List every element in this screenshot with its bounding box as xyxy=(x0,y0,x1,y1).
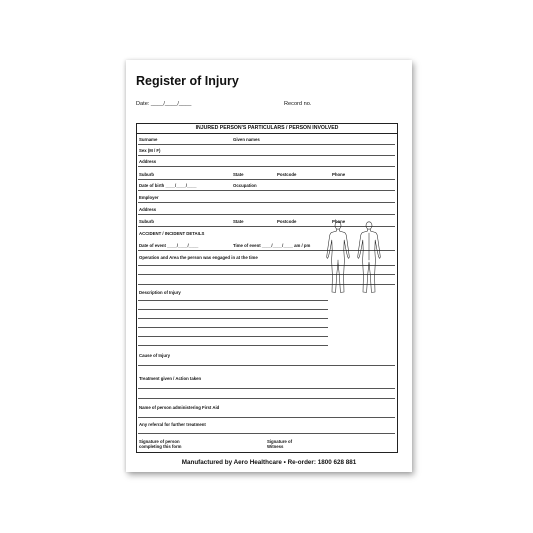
suburb-label: Suburb xyxy=(139,172,155,177)
operation-label: Operation and Area the person was engaged in at the time xyxy=(139,255,258,260)
employer-address-label: Address xyxy=(139,207,157,212)
injury-register-form xyxy=(126,60,412,472)
description-line-1[interactable] xyxy=(138,300,328,301)
cause-line[interactable] xyxy=(138,365,395,366)
employer-line[interactable] xyxy=(138,202,395,203)
signature-person-label-1: Signature of person xyxy=(139,439,180,444)
employer-postcode-label: Postcode xyxy=(277,219,297,224)
surname-label: Surname xyxy=(139,137,158,142)
treatment-line-1[interactable] xyxy=(138,388,395,389)
description-line-5[interactable] xyxy=(138,336,328,337)
signature-witness-label-2: Witness xyxy=(267,444,284,449)
suburb-line[interactable] xyxy=(138,179,395,180)
sex-line[interactable] xyxy=(138,155,395,156)
referral-label: Any referral for further treatment xyxy=(139,422,206,427)
first-aid-line[interactable] xyxy=(138,417,395,418)
dob-label: Date of birth ____/____/____ xyxy=(139,183,197,188)
description-line-2[interactable] xyxy=(138,309,328,310)
surname-line[interactable] xyxy=(138,144,395,145)
cause-label: Cause of Injury xyxy=(139,353,171,358)
treatment-line-2[interactable] xyxy=(138,398,395,399)
phone-label: Phone xyxy=(332,172,346,177)
state-label: State xyxy=(233,172,244,177)
dob-line[interactable] xyxy=(138,190,395,191)
description-line-3[interactable] xyxy=(138,318,328,319)
description-line-6[interactable] xyxy=(138,345,328,346)
employer-state-label: State xyxy=(233,219,244,224)
postcode-label: Postcode xyxy=(277,172,297,177)
section-header: INJURED PERSON'S PARTICULARS / PERSON INVOLVED xyxy=(137,124,397,134)
date-of-event-label: Date of event ____/____/____ xyxy=(139,243,199,248)
signature-person-label-2: completing this form xyxy=(139,444,182,449)
given-names-label: Given names xyxy=(233,137,260,142)
form-title: Register of Injury xyxy=(136,74,239,88)
occupation-label: Occupation xyxy=(233,183,257,188)
footer-manufacturer: Manufactured by Aero Healthcare • Re-order: 1800 628 881 xyxy=(181,459,357,466)
description-label: Description of Injury xyxy=(139,290,181,295)
employer-label: Employer xyxy=(139,195,159,200)
description-line-4[interactable] xyxy=(138,327,328,328)
accident-details-heading: ACCIDENT / INCIDENT DETAILS xyxy=(139,231,205,236)
signature-witness-label-1: Signature of xyxy=(267,439,293,444)
sex-label: Sex (M / F) xyxy=(139,148,161,153)
employer-address-line[interactable] xyxy=(138,214,395,215)
referral-line[interactable] xyxy=(138,433,395,434)
human-body-front-back-icon xyxy=(322,220,386,300)
address-label: Address xyxy=(139,159,157,164)
treatment-label: Treatment given / Action taken xyxy=(139,376,202,381)
employer-phone-label: Phone xyxy=(332,219,346,224)
time-of-event-label: Time of event ____/____/____ am / pm xyxy=(233,243,311,248)
record-number-label: Record no. xyxy=(284,101,312,107)
employer-suburb-label: Suburb xyxy=(139,219,155,224)
date-label: Date: ____/____/____ xyxy=(136,101,192,107)
address-line[interactable] xyxy=(138,166,395,167)
first-aid-label: Name of person administering First Aid xyxy=(139,405,220,410)
